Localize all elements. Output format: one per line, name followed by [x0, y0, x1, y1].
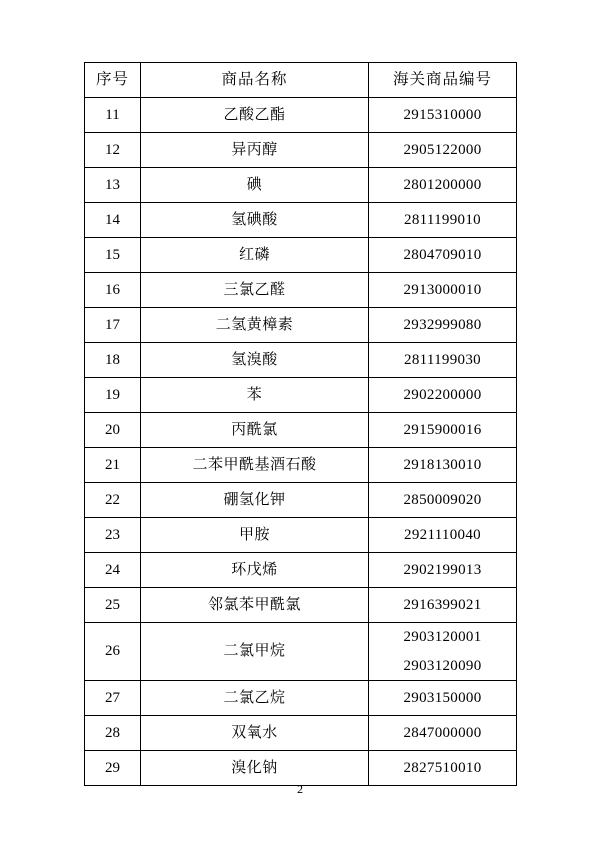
cell-index: 28 — [85, 716, 141, 751]
cell-index: 15 — [85, 238, 141, 273]
cell-code: 2913000010 — [369, 273, 517, 308]
cell-name: 溴化钠 — [141, 751, 369, 786]
table-header — [85, 63, 517, 98]
cell-code: 2916399021 — [369, 588, 517, 623]
table-row — [85, 751, 517, 786]
cell-name: 红磷 — [141, 238, 369, 273]
cell-name: 三氯乙醛 — [141, 273, 369, 308]
cell-code: 2905122000 — [369, 133, 517, 168]
cell-code: 2903150000 — [369, 681, 517, 716]
cell-code: 2915310000 — [369, 98, 517, 133]
cell-code: 2801200000 — [369, 168, 517, 203]
cell-name: 甲胺 — [141, 518, 369, 553]
table-row — [85, 588, 517, 623]
table-row — [85, 203, 517, 238]
cell-name: 苯 — [141, 378, 369, 413]
cell-index: 23 — [85, 518, 141, 553]
cell-code: 2811199030 — [369, 343, 517, 378]
cell-name: 乙酸乙酯 — [141, 98, 369, 133]
cell-index: 12 — [85, 133, 141, 168]
table-row — [85, 553, 517, 588]
column-header-code: 海关商品编号 — [369, 63, 517, 98]
cell-name: 双氧水 — [141, 716, 369, 751]
table-row — [85, 238, 517, 273]
cell-index: 20 — [85, 413, 141, 448]
cell-code: 2918130010 — [369, 448, 517, 483]
cell-name: 氢碘酸 — [141, 203, 369, 238]
cell-name: 碘 — [141, 168, 369, 203]
cell-code: 2827510010 — [369, 751, 517, 786]
cell-index: 19 — [85, 378, 141, 413]
table-header-row — [85, 63, 517, 98]
cell-code: 2932999080 — [369, 308, 517, 343]
cell-index: 29 — [85, 751, 141, 786]
page-number: 2 — [297, 782, 303, 796]
cell-code: 2811199010 — [369, 203, 517, 238]
cell-name: 硼氢化钾 — [141, 483, 369, 518]
cell-name: 二氢黄樟素 — [141, 308, 369, 343]
cell-code: 2902199013 — [369, 553, 517, 588]
cell-index: 17 — [85, 308, 141, 343]
table-row — [85, 448, 517, 483]
cell-index: 21 — [85, 448, 141, 483]
cell-index: 11 — [85, 98, 141, 133]
goods-table — [84, 62, 517, 786]
cell-index: 22 — [85, 483, 141, 518]
cell-name: 氢溴酸 — [141, 343, 369, 378]
cell-index: 13 — [85, 168, 141, 203]
cell-index: 25 — [85, 588, 141, 623]
cell-index: 24 — [85, 553, 141, 588]
column-header-index: 序号 — [85, 63, 141, 98]
table-row — [85, 168, 517, 203]
cell-code-line: 2903120001 — [403, 629, 482, 645]
cell-name: 环戊烯 — [141, 553, 369, 588]
cell-code: 2847000000 — [369, 716, 517, 751]
cell-code: 2915900016 — [369, 413, 517, 448]
column-header-name: 商品名称 — [141, 63, 369, 98]
cell-index: 14 — [85, 203, 141, 238]
table-body — [85, 98, 517, 786]
table-row — [85, 518, 517, 553]
table-row — [85, 133, 517, 168]
cell-code: 2902200000 — [369, 378, 517, 413]
table-row — [85, 343, 517, 378]
table-row — [85, 273, 517, 308]
table-row — [85, 483, 517, 518]
cell-name: 二氯甲烷 — [141, 623, 369, 681]
table-row — [85, 716, 517, 751]
cell-code — [369, 623, 517, 681]
cell-name: 二氯乙烷 — [141, 681, 369, 716]
cell-index: 27 — [85, 681, 141, 716]
cell-index: 18 — [85, 343, 141, 378]
table-row — [85, 378, 517, 413]
cell-code-line: 2903120090 — [403, 657, 482, 674]
cell-code: 2921110040 — [369, 518, 517, 553]
cell-code: 2804709010 — [369, 238, 517, 273]
cell-name: 邻氯苯甲酰氯 — [141, 588, 369, 623]
table-row — [85, 623, 517, 681]
table-row — [85, 413, 517, 448]
cell-index: 26 — [85, 623, 141, 681]
table-row — [85, 681, 517, 716]
cell-index: 16 — [85, 273, 141, 308]
cell-name: 异丙醇 — [141, 133, 369, 168]
cell-name: 二苯甲酰基酒石酸 — [141, 448, 369, 483]
table-row — [85, 98, 517, 133]
cell-code: 2850009020 — [369, 483, 517, 518]
cell-name: 丙酰氯 — [141, 413, 369, 448]
table-row — [85, 308, 517, 343]
